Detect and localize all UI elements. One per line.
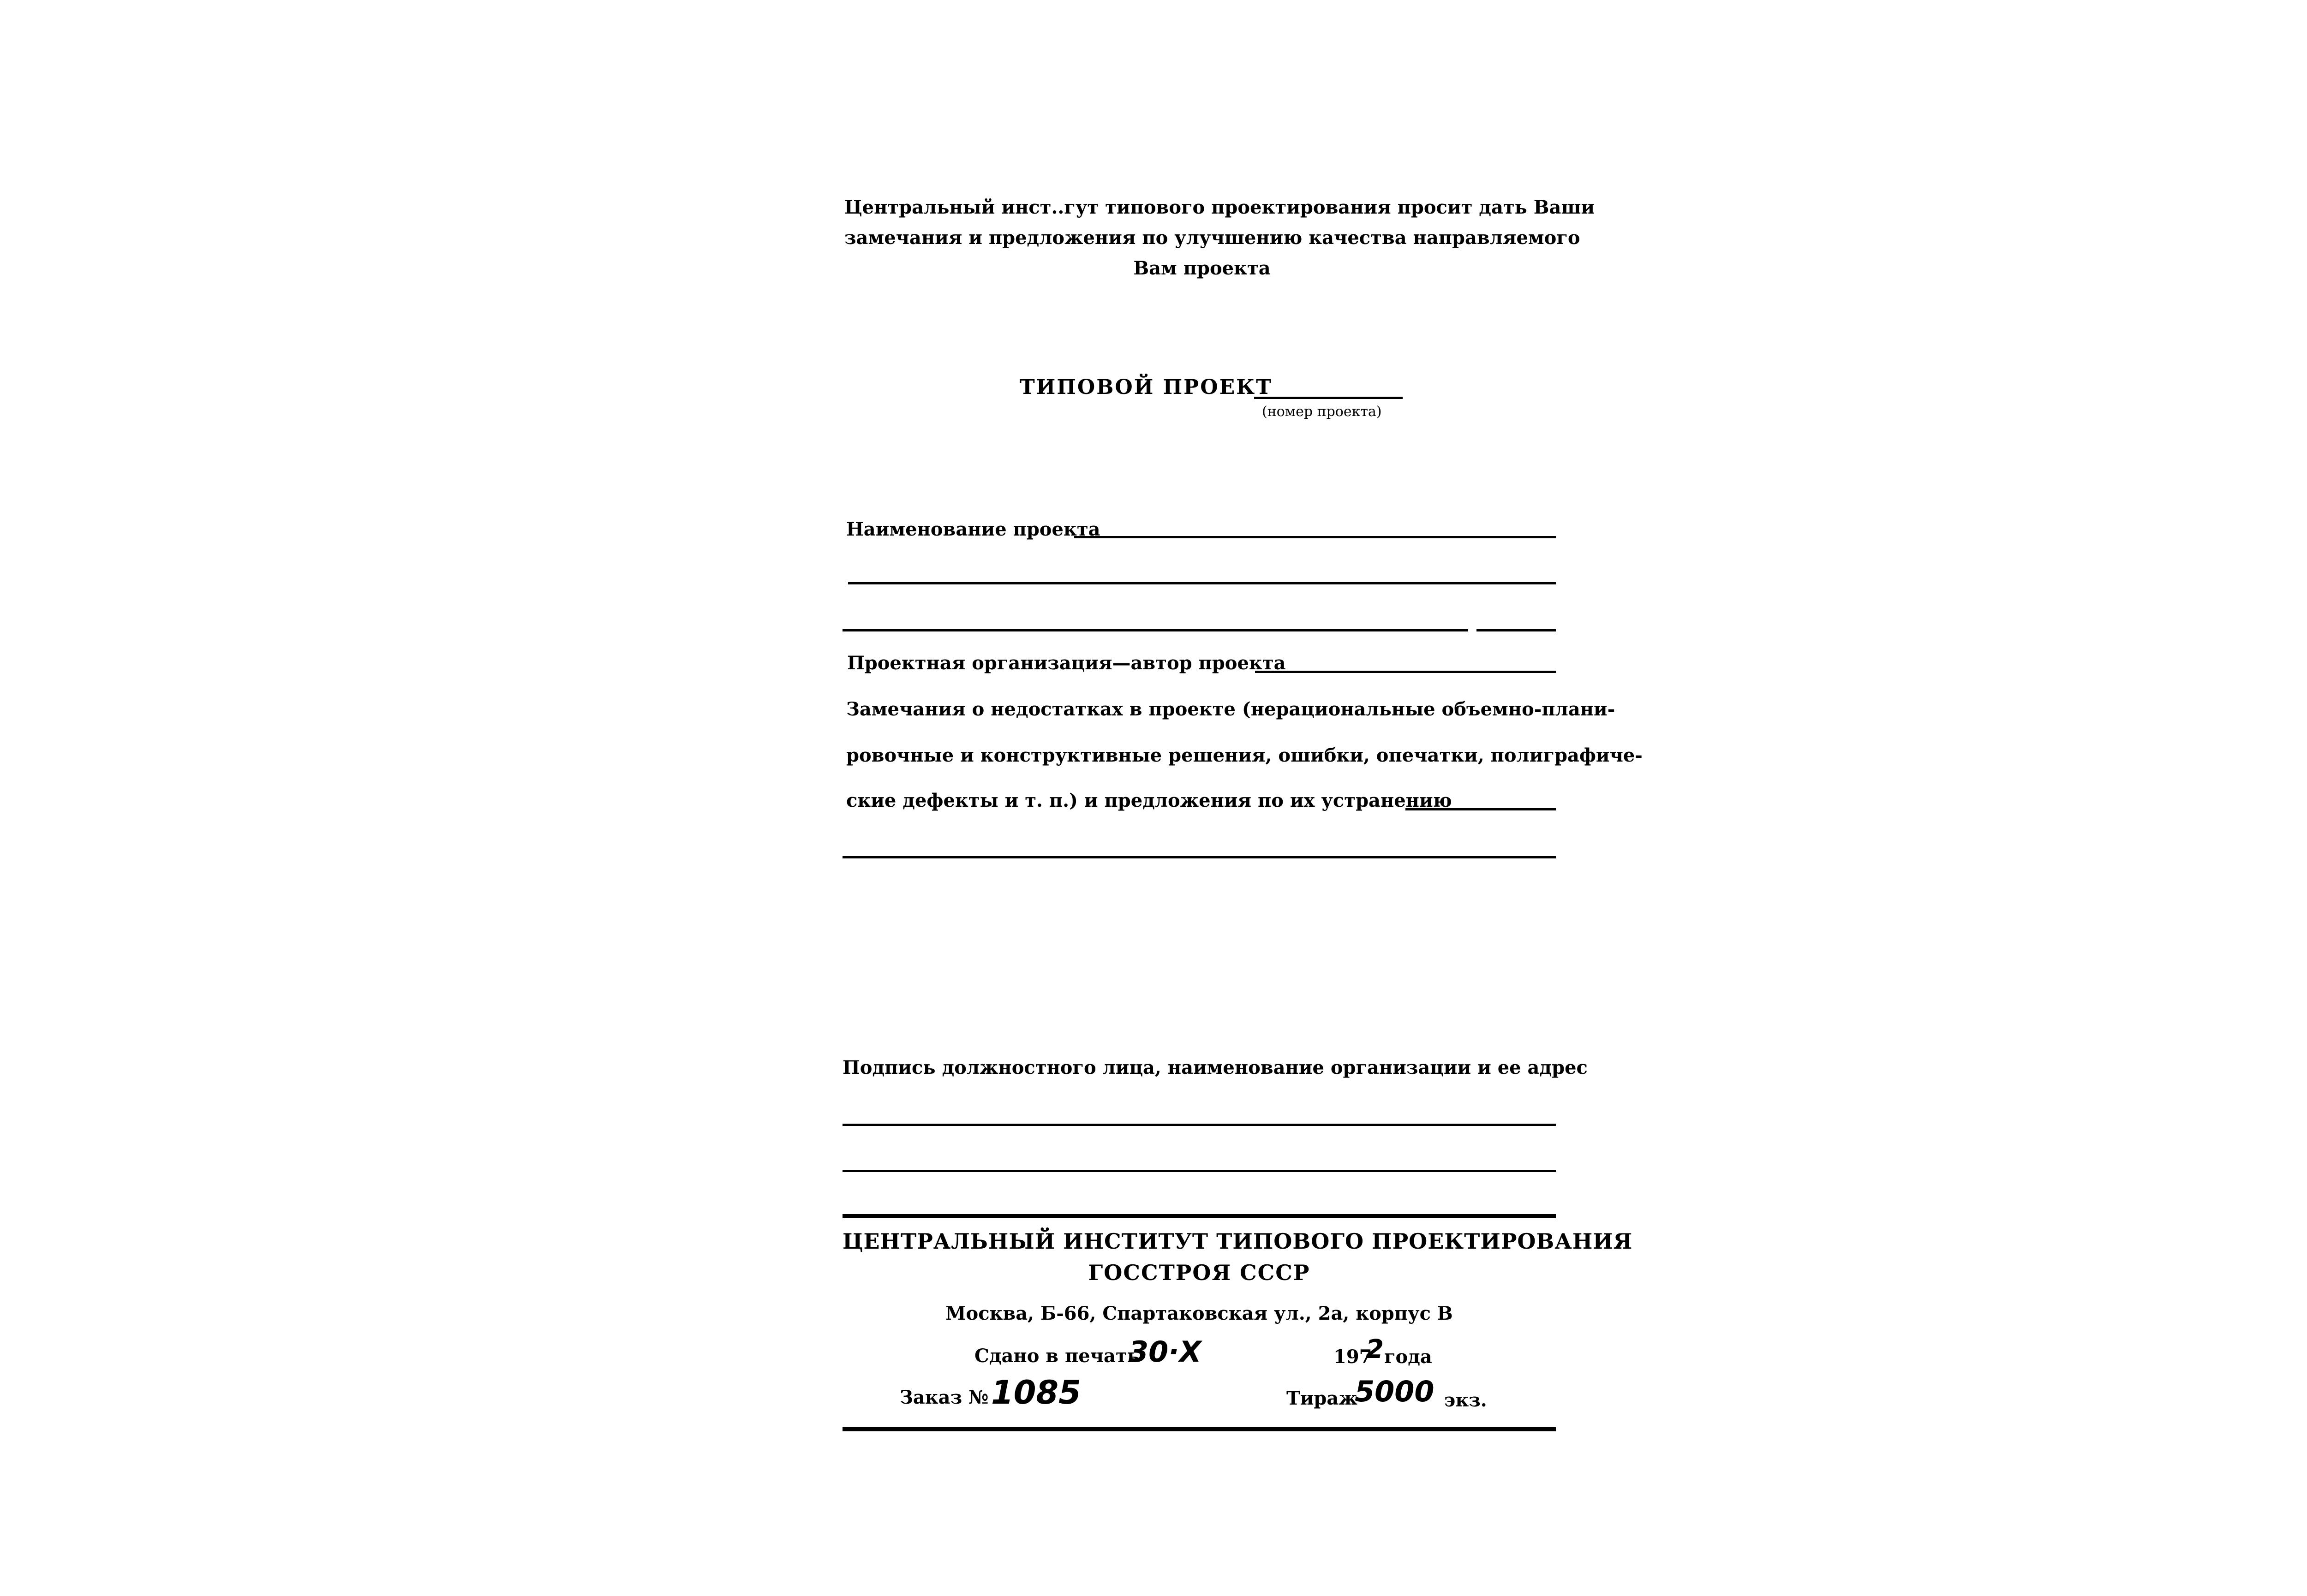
remarks-line-end: [1405, 808, 1556, 810]
intro-line-3: Вам проекта: [1133, 257, 1271, 279]
year-prefix: 197: [1333, 1346, 1372, 1368]
project-name-label: Наименование проекта: [846, 518, 1100, 540]
imprint-top-rule: [843, 1214, 1556, 1218]
project-name-line-3a: [843, 629, 1468, 631]
institute-gosstroy: ГОССТРОЯ СССР: [1088, 1260, 1310, 1285]
order-number: 1085: [991, 1374, 1081, 1411]
project-number-caption: (номер проекта): [1262, 404, 1382, 420]
submitted-label: Сдано в печать: [974, 1345, 1140, 1367]
project-name-line-1: [1074, 536, 1556, 538]
order-label: Заказ №: [900, 1387, 989, 1408]
remarks-line-1: Замечания о недостатках в проекте (нерациональные объемно-плани-: [846, 698, 1615, 720]
year-suffix: года: [1384, 1346, 1432, 1368]
print-run-value: 5000: [1355, 1375, 1434, 1408]
remarks-line-2: ровочные и конструктивные решения, ошибки, опечатки, полиграфиче-: [846, 744, 1643, 766]
remarks-line-3: ские дефекты и т. п.) и предложения по их устранению: [846, 790, 1452, 811]
year-digit: 2: [1366, 1334, 1384, 1364]
typical-project-heading: ТИПОВОЙ ПРОЕКТ: [1020, 375, 1273, 399]
imprint-bottom-rule: [843, 1427, 1556, 1431]
project-name-line-3b: [1476, 629, 1556, 631]
organization-line: [1255, 671, 1556, 673]
print-run-label: Тираж: [1286, 1388, 1357, 1409]
institute-name: ЦЕНТРАЛЬНЫЙ ИНСТИТУТ ТИПОВОГО ПРОЕКТИРОВАНИЯ: [843, 1229, 1633, 1254]
project-name-line-2: [848, 582, 1556, 584]
copies-suffix: экз.: [1444, 1389, 1487, 1411]
signature-line-1: [843, 1124, 1556, 1126]
project-number-line: [1254, 397, 1403, 399]
remarks-line-extra: [843, 856, 1556, 858]
organization-label: Проектная организация—автор проекта: [847, 652, 1286, 674]
intro-line-2: замечания и предложения по улучшению качества направляемого: [844, 227, 1580, 249]
intro-line-1: Центральный инст..гут типового проектирования просит дать Ваши: [844, 197, 1595, 218]
institute-address: Москва, Б-66, Спартаковская ул., 2а, корпус В: [945, 1303, 1453, 1324]
signature-label: Подпись должностного лица, наименование организации и ее адрес: [843, 1057, 1588, 1078]
submitted-date: 30·X: [1129, 1335, 1201, 1369]
signature-line-2: [843, 1170, 1556, 1172]
